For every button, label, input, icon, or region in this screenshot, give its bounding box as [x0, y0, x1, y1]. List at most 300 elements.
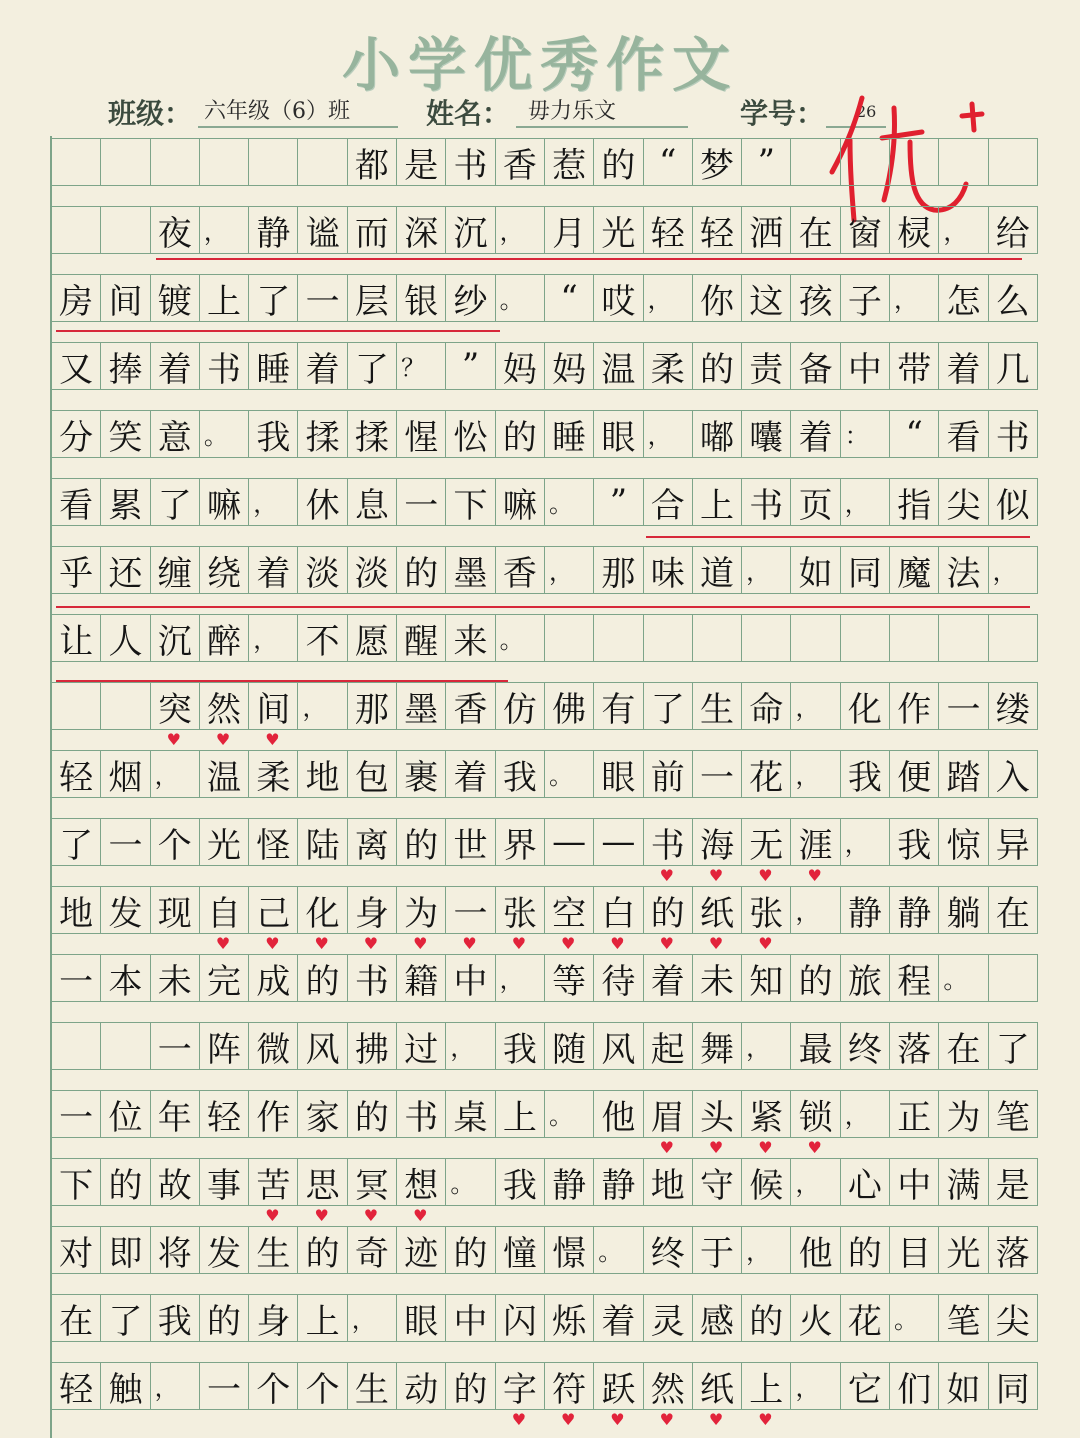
grid-cell: 然	[200, 683, 249, 729]
grid-cell: 轻	[52, 751, 101, 797]
grid-cell: ，	[644, 275, 693, 321]
red-underline	[56, 606, 1030, 608]
grid-cell: 似	[989, 479, 1038, 525]
grid-cell: 世	[446, 819, 495, 865]
heart-icon: ♥	[708, 866, 724, 885]
grid-cell	[101, 207, 150, 253]
grid-cell: 怪	[249, 819, 298, 865]
heart-icon: ♥	[215, 934, 231, 953]
grid-cell: 我	[890, 819, 939, 865]
heart-icon: ♥	[758, 1138, 773, 1157]
grid-cell: 他	[594, 1091, 643, 1137]
class-label: 班级：	[108, 97, 193, 130]
grid-cell	[151, 139, 200, 185]
grid-cell: 子	[841, 275, 890, 321]
grid-cell: 香	[496, 139, 545, 185]
grid-cell: 的	[397, 547, 446, 593]
grid-cell: ，	[200, 207, 249, 253]
grid-cell	[249, 139, 298, 185]
grid-cell: —	[594, 819, 643, 865]
grid-cell: 银	[397, 275, 446, 321]
heart-icon: ♥	[413, 934, 428, 953]
grid-cell: 上	[693, 479, 742, 525]
heart-icon: ♥	[314, 934, 329, 953]
grid-cell: 法	[939, 547, 988, 593]
grid-cell: ，	[841, 479, 890, 525]
grid-cell: 张	[742, 887, 791, 933]
grid-cell: 尖	[989, 1295, 1038, 1341]
id-label: 学号：	[740, 97, 825, 130]
grid-cell: 静	[594, 1159, 643, 1205]
grid-cell: 意	[151, 411, 200, 457]
grid-cell: 我	[841, 751, 890, 797]
grid-cell: 等	[545, 955, 594, 1001]
grid-cell: 棂	[890, 207, 939, 253]
grid-cell: 着	[791, 411, 840, 457]
grid-cell: 。	[939, 955, 988, 1001]
grid-cell: 家	[298, 1091, 347, 1137]
grid-cell: 将	[151, 1227, 200, 1273]
grid-cell: 在	[989, 887, 1038, 933]
grid-cell: 眼	[594, 411, 643, 457]
red-underline	[646, 536, 1030, 538]
page-title: 小学优秀作文	[341, 31, 738, 99]
grid-cell: 待	[594, 955, 643, 1001]
grid-cell: 涯	[791, 819, 840, 865]
grid-cell	[791, 139, 840, 185]
grid-cell: 了	[644, 683, 693, 729]
grid-cell: 一	[298, 275, 347, 321]
grid-cell: 。	[496, 615, 545, 661]
grid-cell: 烁	[545, 1295, 594, 1341]
grid-cell	[939, 139, 988, 185]
grid-cell: 揉	[298, 411, 347, 457]
grid-row	[52, 886, 1038, 934]
grid-cell: ，	[791, 683, 840, 729]
grid-cell: 佛	[545, 683, 594, 729]
grid-cell: 中	[446, 1295, 495, 1341]
grid-cell: ，	[644, 411, 693, 457]
grid-cell: 的	[446, 1227, 495, 1273]
grid-cell: 笔	[989, 1091, 1038, 1137]
grid-cell: 符	[545, 1363, 594, 1409]
grid-cell: 中	[841, 343, 890, 389]
grid-cell: 己	[249, 887, 298, 933]
grid-cell	[890, 139, 939, 185]
grid-cell: 上	[200, 275, 249, 321]
grid-cell: 地	[298, 751, 347, 797]
grid-cell: 墨	[397, 683, 446, 729]
grid-cell: 中	[890, 1159, 939, 1205]
grid-cell: 风	[298, 1023, 347, 1069]
grid-cell: 你	[693, 275, 742, 321]
grid-row	[52, 750, 1038, 798]
grid-cell: 醉	[200, 615, 249, 661]
grid-cell: 魔	[890, 547, 939, 593]
grid-cell: 着	[644, 955, 693, 1001]
grid-cell: ，	[989, 547, 1038, 593]
grid-cell: 缠	[151, 547, 200, 593]
grid-cell	[101, 1023, 150, 1069]
grid-row	[52, 954, 1038, 1002]
grid-cell: 生	[249, 1227, 298, 1273]
grid-cell: ”	[446, 343, 495, 389]
grid-cell: 的	[496, 411, 545, 457]
grid-cell: 绕	[200, 547, 249, 593]
grid-cell	[742, 615, 791, 661]
grid-cell: 紧	[742, 1091, 791, 1137]
grid-cell: 憧	[496, 1227, 545, 1273]
grid-row	[52, 546, 1038, 594]
grid-cell: 桌	[446, 1091, 495, 1137]
grid-cell	[841, 615, 890, 661]
grid-cell: 谧	[298, 207, 347, 253]
grid-cell: 陆	[298, 819, 347, 865]
grid-cell: 头	[693, 1091, 742, 1137]
grid-row	[52, 1158, 1038, 1206]
grid-cell: 乎	[52, 547, 101, 593]
grid-cell: 动	[397, 1363, 446, 1409]
heart-icon: ♥	[462, 934, 477, 953]
grid-cell: 躺	[939, 887, 988, 933]
grid-cell: 上	[742, 1363, 791, 1409]
grid-cell: 轻	[644, 207, 693, 253]
grid-row	[52, 342, 1038, 390]
grid-cell: 们	[890, 1363, 939, 1409]
grid-cell: “	[890, 411, 939, 457]
grid-cell: 沉	[151, 615, 200, 661]
grid-cell: 在	[52, 1295, 101, 1341]
grid-cell: 即	[101, 1227, 150, 1273]
grid-cell: 怎	[939, 275, 988, 321]
grid-cell: 一	[52, 1091, 101, 1137]
heart-icon: ♥	[659, 1410, 674, 1429]
grid-cell: 的	[298, 955, 347, 1001]
grid-cell: ”	[594, 479, 643, 525]
grid-cell: 哎	[594, 275, 643, 321]
grid-row	[52, 1090, 1038, 1138]
grid-row-title	[52, 138, 1038, 186]
grid-cell: 知	[742, 955, 791, 1001]
grid-cell: 张	[496, 887, 545, 933]
grid-cell: 尖	[939, 479, 988, 525]
grid-cell: 一	[693, 751, 742, 797]
red-underline	[56, 680, 508, 682]
heart-icon: ♥	[758, 934, 773, 953]
grid-cell: 事	[200, 1159, 249, 1205]
grid-cell: 来	[446, 615, 495, 661]
grid-cell: 前	[644, 751, 693, 797]
grid-cell: 。	[200, 411, 249, 457]
grid-cell: 无	[742, 819, 791, 865]
grid-cell: 作	[249, 1091, 298, 1137]
grid-cell: 一	[939, 683, 988, 729]
grid-cell: 是	[397, 139, 446, 185]
heart-icon: ♥	[807, 1138, 822, 1157]
name-label: 姓名：	[426, 97, 511, 130]
grid-cell: 了	[101, 1295, 150, 1341]
grid-cell	[52, 207, 101, 253]
grid-cell: 目	[890, 1227, 939, 1273]
grid-cell: 纱	[446, 275, 495, 321]
grid-cell: 间	[249, 683, 298, 729]
grid-cell: 醒	[397, 615, 446, 661]
grid-cell: ：	[841, 411, 890, 457]
grid-cell: 了	[151, 479, 200, 525]
heart-icon: ♥	[561, 934, 576, 953]
grid-cell: 离	[348, 819, 397, 865]
grid-cell: ，	[348, 1295, 397, 1341]
grid-cell: 想	[397, 1159, 446, 1205]
grid-cell: 几	[989, 343, 1038, 389]
grid-cell: 入	[989, 751, 1038, 797]
grid-cell: 完	[200, 955, 249, 1001]
heart-icon: ♥	[561, 1410, 576, 1429]
grid-cell: 一	[52, 955, 101, 1001]
grid-cell: 它	[841, 1363, 890, 1409]
class-value: 六年级（6）班	[204, 99, 350, 124]
grid-cell: 烟	[101, 751, 150, 797]
grid-cell: 责	[742, 343, 791, 389]
grid-cell: 带	[890, 343, 939, 389]
grid-cell: 思	[298, 1159, 347, 1205]
grid-cell: 了	[348, 343, 397, 389]
grid-cell: 香	[496, 547, 545, 593]
grid-cell: ？	[397, 343, 446, 389]
heart-icon: ♥	[314, 1206, 329, 1225]
grid-cell: 一	[101, 819, 150, 865]
grid-cell: 嘟	[693, 411, 742, 457]
grid-cell: 字	[496, 1363, 545, 1409]
grid-cell: 为	[939, 1091, 988, 1137]
grid-cell	[841, 139, 890, 185]
grid-cell: 火	[791, 1295, 840, 1341]
grid-cell: 裹	[397, 751, 446, 797]
grid-row	[52, 1226, 1038, 1274]
grid-cell	[101, 139, 150, 185]
grid-cell: 眼	[397, 1295, 446, 1341]
grid-cell: 淡	[298, 547, 347, 593]
grid-cell	[989, 139, 1038, 185]
grid-cell: 锁	[791, 1091, 840, 1137]
grid-cell: 我	[151, 1295, 200, 1341]
grid-cell: 随	[545, 1023, 594, 1069]
grid-cell: 看	[52, 479, 101, 525]
grid-cell: 有	[594, 683, 643, 729]
heart-icon: ♥	[511, 1410, 527, 1429]
grid-cell: 深	[397, 207, 446, 253]
heart-icon: ♥	[758, 866, 773, 885]
grid-cell: 他	[791, 1227, 840, 1273]
grid-cell: 笔	[939, 1295, 988, 1341]
grid-row	[52, 818, 1038, 866]
grid-cell: 然	[644, 1363, 693, 1409]
grid-cell: 的	[397, 819, 446, 865]
grid-cell: —	[545, 819, 594, 865]
grid-cell: 书	[200, 343, 249, 389]
grid-cell: 息	[348, 479, 397, 525]
grid-cell: 作	[890, 683, 939, 729]
grid-cell	[989, 955, 1038, 1001]
heart-icon: ♥	[413, 1206, 428, 1225]
grid-cell: 梦	[693, 139, 742, 185]
grid-cell: 。	[545, 479, 594, 525]
heart-icon: ♥	[708, 1410, 724, 1429]
grid-cell: 么	[989, 275, 1038, 321]
grid-cell: 旅	[841, 955, 890, 1001]
grid-cell: 是	[989, 1159, 1038, 1205]
grid-cell: ，	[496, 207, 545, 253]
grid-cell: 个	[249, 1363, 298, 1409]
grid-cell: 着	[446, 751, 495, 797]
grid-cell: 一	[446, 887, 495, 933]
grid-cell: 着	[298, 343, 347, 389]
grid-cell: 的	[841, 1227, 890, 1273]
grid-cell: 静	[890, 887, 939, 933]
grid-cell: 笑	[101, 411, 150, 457]
grid-cell: 书	[348, 955, 397, 1001]
grid-cell: 还	[101, 547, 150, 593]
grid-cell: 心	[841, 1159, 890, 1205]
grid-cell: 一	[151, 1023, 200, 1069]
grid-cell: 人	[101, 615, 150, 661]
grid-cell: 下	[446, 479, 495, 525]
grid-cell: 月	[545, 207, 594, 253]
grid-cell: 感	[693, 1295, 742, 1341]
grid-cell: 终	[644, 1227, 693, 1273]
grid-cell: 迹	[397, 1227, 446, 1273]
grid-cell: 仿	[496, 683, 545, 729]
heart-icon: ♥	[215, 730, 231, 749]
grid-cell: ，	[151, 1363, 200, 1409]
grid-cell: 憬	[545, 1227, 594, 1273]
grid-cell	[989, 615, 1038, 661]
grid-cell: 柔	[249, 751, 298, 797]
grid-cell: 着	[249, 547, 298, 593]
grid-cell: 书	[742, 479, 791, 525]
grid-cell: 的	[200, 1295, 249, 1341]
grid-cell: 给	[989, 207, 1038, 253]
grid-cell: 身	[348, 887, 397, 933]
grid-cell: ，	[742, 1227, 791, 1273]
grid-cell: 满	[939, 1159, 988, 1205]
grid-cell: 光	[939, 1227, 988, 1273]
grid-cell: 光	[200, 819, 249, 865]
grid-cell: 温	[594, 343, 643, 389]
grid-row	[52, 682, 1038, 730]
grid-cell: 温	[200, 751, 249, 797]
grid-cell: 上	[496, 1091, 545, 1137]
grid-row	[52, 206, 1038, 254]
grid-cell: 正	[890, 1091, 939, 1137]
grid-cell: 的	[791, 955, 840, 1001]
grid-cell	[939, 615, 988, 661]
name-value: 毋力乐文	[528, 99, 617, 124]
grid-cell: 了	[989, 1023, 1038, 1069]
grid-cell	[693, 615, 742, 661]
grid-cell: 道	[693, 547, 742, 593]
grid-cell: 落	[989, 1227, 1038, 1273]
grid-cell: 那	[348, 683, 397, 729]
grid-cell	[52, 139, 101, 185]
grid-cell: 候	[742, 1159, 791, 1205]
grid-cell: 微	[249, 1023, 298, 1069]
grid-cell: 静	[249, 207, 298, 253]
grid-cell: 未	[693, 955, 742, 1001]
grid-cell: ，	[890, 275, 939, 321]
grid-cell: 地	[52, 887, 101, 933]
grid-cell: 个	[151, 819, 200, 865]
grid-cell: 自	[200, 887, 249, 933]
grid-cell: 睡	[545, 411, 594, 457]
grid-cell: 囔	[742, 411, 791, 457]
grid-cell: 惊	[939, 819, 988, 865]
grid-cell: 的	[644, 887, 693, 933]
grid-cell	[52, 683, 101, 729]
grid-cell: 书	[989, 411, 1038, 457]
grid-row	[52, 1294, 1038, 1342]
grid-cell: 轻	[693, 207, 742, 253]
grid-cell: 苦	[249, 1159, 298, 1205]
grid-cell: 在	[791, 207, 840, 253]
grid-cell: 房	[52, 275, 101, 321]
grid-cell: 发	[200, 1227, 249, 1273]
grid-cell: 页	[791, 479, 840, 525]
grid-cell: 如	[791, 547, 840, 593]
grid-cell: 灵	[644, 1295, 693, 1341]
grid-cell: 的	[101, 1159, 150, 1205]
grid-cell: 让	[52, 615, 101, 661]
grid-cell: 我	[496, 1159, 545, 1205]
grid-cell	[101, 683, 150, 729]
grid-cell: 孩	[791, 275, 840, 321]
grid-cell: 光	[594, 207, 643, 253]
grid-cell: 窗	[841, 207, 890, 253]
grid-cell: 妈	[496, 343, 545, 389]
grid-cell: 味	[644, 547, 693, 593]
grid-cell: 踏	[939, 751, 988, 797]
grid-cell: 我	[496, 751, 545, 797]
grid-cell: 对	[52, 1227, 101, 1273]
heart-icon: ♥	[363, 934, 379, 953]
grid-cell: 落	[890, 1023, 939, 1069]
grid-cell: 个	[298, 1363, 347, 1409]
grid-cell: 守	[693, 1159, 742, 1205]
grid-cell: ，	[791, 887, 840, 933]
grid-cell	[298, 139, 347, 185]
grid-cell: 指	[890, 479, 939, 525]
grid-cell: 现	[151, 887, 200, 933]
grid-cell	[644, 615, 693, 661]
heart-icon: ♥	[511, 934, 527, 953]
grid-cell: 空	[545, 887, 594, 933]
grid-cell: 。	[545, 751, 594, 797]
grid-cell: 突	[151, 683, 200, 729]
grid-cell: 香	[446, 683, 495, 729]
grid-cell: 愿	[348, 615, 397, 661]
grid-cell: 本	[101, 955, 150, 1001]
grid-cell	[791, 615, 840, 661]
grid-cell: 年	[151, 1091, 200, 1137]
grid-cell: 休	[298, 479, 347, 525]
grid-cell: 书	[397, 1091, 446, 1137]
grid-cell	[200, 139, 249, 185]
grid-cell: 这	[742, 275, 791, 321]
grid-cell: 于	[693, 1227, 742, 1273]
grid-cell: 着	[594, 1295, 643, 1341]
grid-cell: 位	[101, 1091, 150, 1137]
grid-cell: 海	[693, 819, 742, 865]
